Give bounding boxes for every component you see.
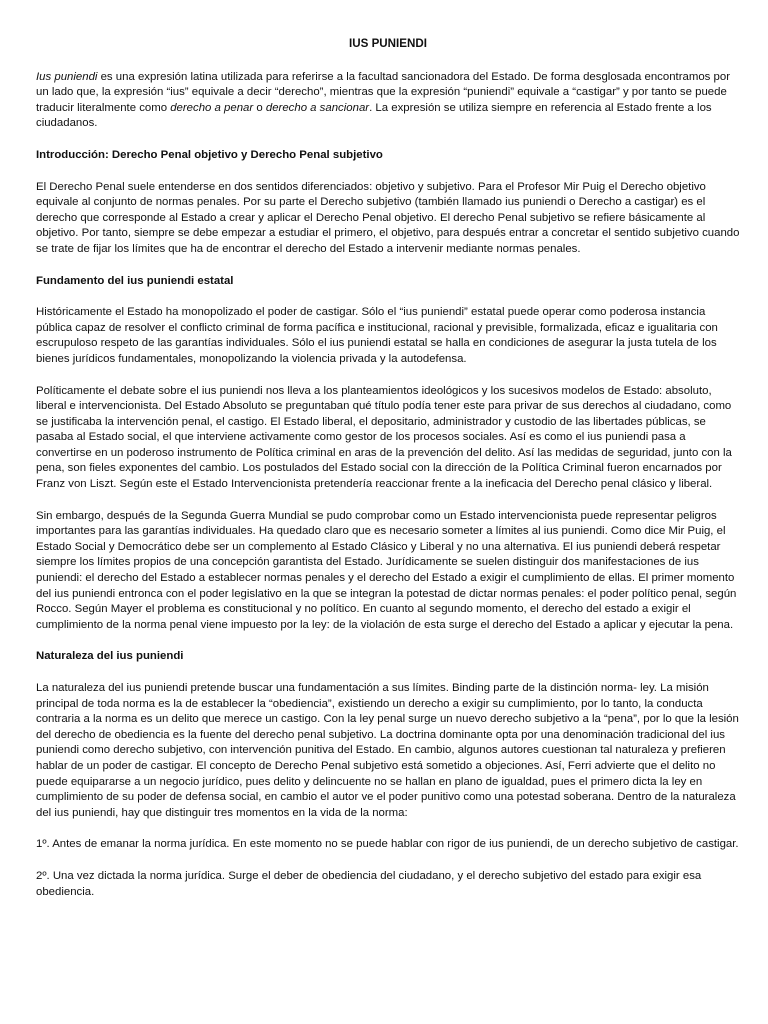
intro-text-3: . La expresión se utiliza siempre en referencia al Estado frente a los ciudadanos. bbox=[36, 101, 712, 130]
intro-paragraph bbox=[36, 70, 740, 132]
section-heading-fundamento: Fundamento del ius puniendi estatal bbox=[36, 274, 234, 287]
list-item-1: 1º. Antes de emanar la norma jurídica. En este momento no se puede hablar con rigor de ius puniendi, de un derecho subjetivo de castigar. bbox=[36, 838, 739, 851]
intro-italic-1: derecho a penar bbox=[170, 101, 254, 114]
paragraph-derecho-penal: El Derecho Penal suele entenderse en dos sentidos diferenciados: objetivo y subjetivo. Para el Profesor Mir Puig el Derecho objetivo equivale al conjunto de normas penales. Por su parte el Derecho subjetivo (también llamado ius puniendi o Derecho a castigar) es el derecho que corresponde al Estado a crear y aplicar el Derecho Penal objetivo. El derecho Penal subjetivo se refiere básicamente al objetivo. Por tanto, siempre se debe empezar a estudiar el primero, el objetivo, para después entrar a concretar el sentido subjetivo cuando se trate de fijar los límites que ha de encontrar el derecho del Estado a intervenir mediante normas penales. bbox=[36, 180, 740, 255]
paragraph-politicamente: Políticamente el debate sobre el ius puniendi nos lleva a los planteamientos ideológicos y los sucesivos modelos de Estado: absoluto, liberal e intervencionista. Del Estado Absoluto se preguntaban qué título podía tener este para privar de sus derechos al ciudadano, como se justificaba la intervención penal, el castigo. El Estado liberal, el depositario, administrador y custodio de las libertades públicas, se pasaba al Estado social, el que interviene activamente como gestor de los procesos sociales. Así es como el ius puniendi pasa a convertirse en un poderoso instrumento de Política criminal en aras de la prevención del delito. Así las medidas de seguridad, junto con la pena, son fieles exponentes del cambio. Los postulados del Estado social con la dirección de la Política Criminal fueron encarnados por Franz von Liszt. Según este el Estado Intervencionista pretendería reaccionar frente a la ineficacia del Derecho penal clásico y liberal. bbox=[36, 384, 732, 491]
paragraph-sin-embargo: Sin embargo, después de la Segunda Guerra Mundial se pudo comprobar como un Estado intervencionista puede representar peligros importantes para las garantías individuales. Ha quedado claro que es necesario someter a límites al ius puniendi. Como dice Mir Puig, el Estado Social y Democrático debe ser un complemento al Estado Clásico y Liberal y no una alternativa. El ius puniendi deberá respetar siempre los límites propios de una concepción garantista del Estado. Jurídicamente se suelen distinguir dos manifestaciones de ius puniendi: el derecho del Estado a establecer normas penales y el derecho del Estado a exigir el cumplimiento de ellas. El primer momento del ius puniendi entronca con el poder legislativo en la que se integran la potestad de dictar normas penales: el poder político penal, según Rocco. Según Mayer el problema es constitucional y no político. En cuanto al segundo momento, el derecho del estado a exigir el cumplimiento de la norma penal viene impuesto por la ley: de la violación de esta surge el derecho del Estado a aplicar y ejecutar la pena. bbox=[36, 509, 737, 631]
intro-text-2: o bbox=[253, 101, 266, 114]
intro-term: Ius puniendi bbox=[36, 70, 98, 83]
intro-text-1: es una expresión latina utilizada para referirse a la facultad sancionadora del Estado. De forma desglosada encontramos por un lado que, la expresión “ius” equivale a decir “derecho”, mientras que la expresión “puniendi” equivale a “castigar” y por tanto se puede traducir literalmente como bbox=[36, 70, 730, 114]
paragraph-historicamente: Históricamente el Estado ha monopolizado el poder de castigar. Sólo el “ius puniendi” estatal puede operar como poderosa instancia pública capaz de resolver el conflicto criminal de forma pacífica e institucional, racional y previsible, formalizada, eficaz e igualitaria con escrupuloso respeto de las garantías individuales. Sólo el ius puniendi estatal se halla en condiciones de asegurar la justa tutela de los bienes jurídicos fundamentales, monopolizando la violencia privada y la autodefensa. bbox=[36, 306, 718, 365]
section-heading-naturaleza: Naturaleza del ius puniendi bbox=[36, 650, 184, 663]
intro-italic-2: derecho a sancionar bbox=[265, 101, 370, 114]
section-heading-introduccion: Introducción: Derecho Penal objetivo y Derecho Penal subjetivo bbox=[36, 148, 383, 161]
list-item-2: 2º. Una vez dictada la norma jurídica. Surge el deber de obediencia del ciudadano, y el derecho subjetivo del estado para exigir esa obediencia. bbox=[36, 869, 702, 898]
paragraph-naturaleza: La naturaleza del ius puniendi pretende buscar una fundamentación a sus límites. Binding parte de la distinción norma- ley. La misión principal de toda norma es la de establecer la “obediencia”, existiendo un derecho a exigir su cumplimiento, por lo tanto, la conducta contraria a la norma es un delito que merece un castigo. Con la ley penal surge un nuevo derecho subjetivo a la “pena”, por lo que la lesión del derecho de obediencia es la fuente del derecho penal subjetivo. La doctrina dominante opta por una denominación tradicional del ius puniendi como derecho subjetivo, con intervención punitiva del Estado. En cambio, algunos autores cuestionan tal naturaleza y prefieren hablar de un poder de castigar. El concepto de Derecho Penal subjetivo está sometido a objeciones. Así, Ferri advierte que el delito no puede equipararse a un negocio jurídico, pues delito y delincuente no se hallan en plano de igualdad, pues el primero dicta la ley en cumplimiento de su poder de defensa social, en cambio el autor ve el poder punitivo como una potestad soberana. Dentro de la naturaleza del ius puniendi, hay que distinguir tres momentos en la vida de la norma: bbox=[36, 682, 739, 819]
page-title: IUS PUNIENDI bbox=[349, 37, 427, 50]
